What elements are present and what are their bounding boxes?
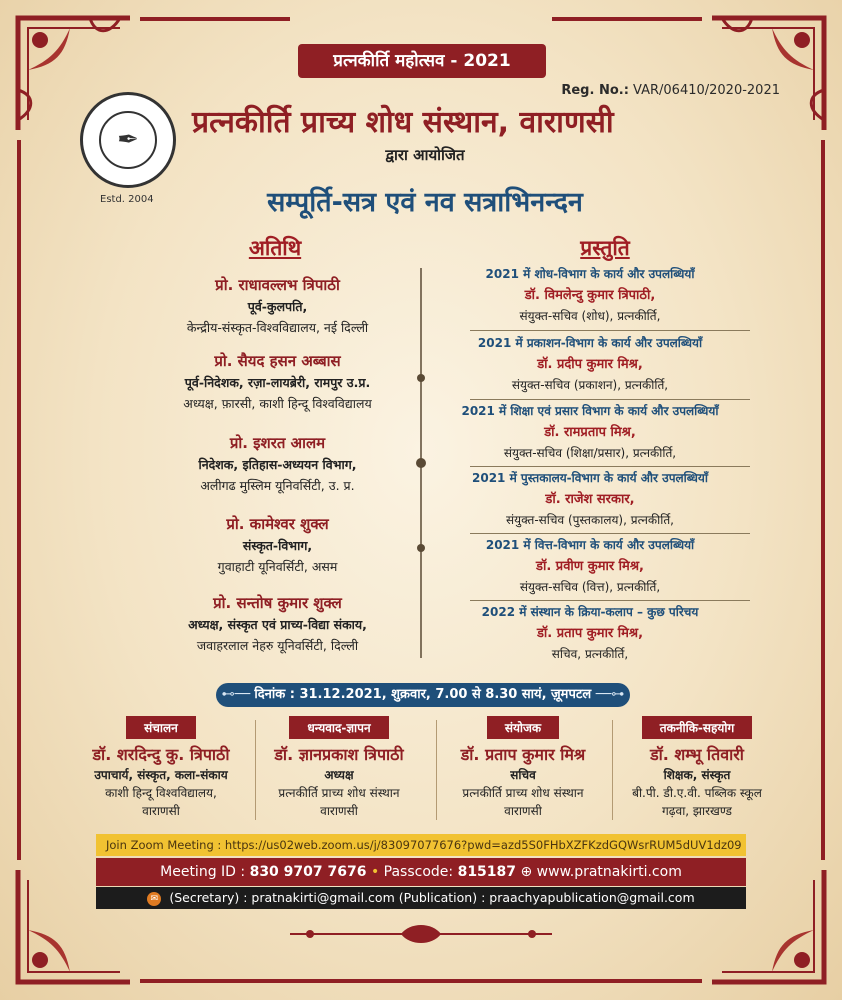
reg-label: Reg. No.: [561,83,629,98]
role-line: सचिव [510,768,536,782]
guest-line: अध्यक्ष, संस्कृत एवं प्राच्य-विद्या संकाय, [188,617,367,632]
presentation-item [440,468,740,531]
reg-value: VAR/06410/2020-2021 [633,83,780,98]
institute-logo [80,92,176,188]
separator-line [470,533,750,534]
guest-name: प्रो. सन्तोष कुमार शुक्ल [213,594,342,612]
separator-line [470,399,750,400]
guest-line: गुवाहाटी यूनिवर्सिटी, असम [217,559,338,574]
separator-line [470,330,750,331]
secretary-label: (Secretary) : [169,890,248,905]
email-icon: ✉ [147,892,161,906]
logo-estd: Estd. 2004 [100,194,154,205]
presentations-heading: प्रस्तुति [580,236,630,260]
role-card [428,716,618,820]
key-ornament-left-icon: ⊷── [221,687,255,702]
role-name: डॉ. प्रताप कुमार मिश्र [460,745,586,764]
zoom-link-bar[interactable]: Join Zoom Meeting : https://us02web.zoom.us/j/83097077676?pwd=azd5S0FHbXZFKzdGQWsrRUM5dUV1dz09 [96,834,746,856]
presenter-name: डॉ. राजेश सरकार, [545,492,635,507]
presentation-topic: 2021 में शिक्षा एवं प्रसार विभाग के कार्य और उपलब्धियाँ [461,404,719,418]
role-line: प्रत्नकीर्ति प्राच्य शोध संस्थान [462,786,584,800]
role-line: अध्यक्ष [324,768,354,782]
presentation-item [440,602,740,665]
guest-name: प्रो. कामेश्वर शुक्ल [226,515,329,533]
presentation-topic: 2021 में पुस्तकालय-विभाग के कार्य और उपलब्धियाँ [472,471,708,485]
role-line: उपाचार्य, संस्कृत, कला-संकाय [94,768,228,782]
presentation-item [440,333,740,396]
guest-name: प्रो. इशरत आलम [229,434,326,452]
guest-line: पूर्व-कुलपति, [247,299,308,314]
guest-item [150,350,405,414]
secretary-email[interactable]: pratnakirti@gmail.com [251,890,395,905]
role-tag: संचालन [126,716,196,739]
meeting-id-label: Meeting ID : [160,864,246,880]
presentation-topic: 2021 में प्रकाशन-विभाग के कार्य और उपलब्धियाँ [477,336,703,350]
presenter-role: संयुक्त-सचिव (वित्त), प्रत्नकीर्ति, [519,580,661,594]
guest-item [150,274,405,338]
role-line: बी.पी. डी.ए.वी. पब्लिक स्कूल [632,786,762,800]
guest-line: निदेशक, इतिहास-अध्ययन विभाग, [198,457,357,472]
publication-label: (Publication) : [398,890,486,905]
separator-line [470,466,750,467]
presenter-name: डॉ. प्रदीप कुमार मिश्र, [537,357,643,372]
presenter-name: डॉ. प्रवीण कुमार मिश्र, [536,559,644,574]
presenter-role: संयुक्त-सचिव (पुस्तकालय), प्रत्नकीर्ति, [506,513,674,527]
border-top [140,17,290,21]
organised-by: द्वारा आयोजित [385,146,465,164]
meeting-info-bar [96,858,746,886]
event-banner: प्रत्नकीर्ति महोत्सव - 2021 [298,44,546,78]
role-line: गढ़वा, झारखण्ड [662,804,732,818]
border-top-right [552,17,702,21]
passcode-label: Passcode: [383,864,454,880]
date-text: दिनांक : 31.12.2021, शुक्रवार, 7.00 से 8.30 सायं, ज़ूमपटल [254,687,592,702]
presenter-name: डॉ. विमलेन्दु कुमार त्रिपाठी, [524,288,656,303]
role-card [66,716,256,820]
guest-name: प्रो. सैयद हसन अब्बास [214,352,341,370]
meeting-id: 830 9707 7676 [249,864,367,880]
role-line: वाराणसी [504,804,542,818]
role-name: डॉ. ज्ञानप्रकाश त्रिपाठी [274,745,404,764]
key-ornament-right-icon: ──⊶ [595,687,625,702]
presenter-name: डॉ. प्रताप कुमार मिश्र, [536,626,644,641]
guest-line: जवाहरलाल नेहरु यूनिवर्सिटी, दिल्ली [196,638,359,653]
publication-email[interactable]: praachyapublication@gmail.com [489,890,695,905]
institute-title: प्रत्नकीर्ति प्राच्य शोध संस्थान, वाराणसी [192,105,614,140]
passcode: 815187 [457,864,517,880]
presenter-role: संयुक्त-सचिव (शिक्षा/प्रसार), प्रत्नकीर्ति, [503,446,677,460]
presentation-topic: 2021 में शोध-विभाग के कार्य और उपलब्धियाँ [485,267,695,281]
guest-line: पूर्व-निदेशक, रज़ा-लायब्रेरी, रामपुर उ.प्र. [184,375,371,390]
guest-line: संस्कृत-विभाग, [242,538,313,553]
presentation-item [440,264,740,327]
guest-line: केन्द्रीय-संस्कृत-विश्वविद्यालय, नई दिल्ली [186,320,369,335]
border-right [821,140,825,860]
guest-item [150,432,405,496]
role-name: डॉ. शम्भू तिवारी [650,745,744,764]
date-bar [216,683,630,707]
guest-item [150,513,405,577]
separator-line [470,600,750,601]
guest-line: अलीगढ मुस्लिम यूनिवर्सिटी, उ. प्र. [200,478,355,493]
role-tag: धन्यवाद-ज्ञापन [289,716,388,739]
role-name: डॉ. शरदिन्दु कु. त्रिपाठी [92,745,230,764]
event-title: सम्पूर्ति-सत्र एवं नव सत्राभिनन्दन [267,187,583,218]
role-card [244,716,434,820]
guest-name: प्रो. राधावल्लभ त्रिपाठी [215,276,340,294]
border-bottom [140,979,702,983]
presenter-name: डॉ. रामप्रताप मिश्र, [544,425,636,440]
role-line: प्रत्नकीर्ति प्राच्य शोध संस्थान [278,786,400,800]
registration-number [561,83,780,98]
role-tag: संयोजक [487,716,559,739]
role-line: काशी हिन्दू विश्वविद्यालय, [105,786,217,800]
role-line: वाराणसी [320,804,358,818]
presentation-topic: 2021 में वित्त-विभाग के कार्य और उपलब्धियाँ [485,538,695,552]
quill-book-icon: ✒ [99,111,157,169]
guests-heading: अतिथि [248,236,302,260]
role-tag: तकनीकि-सहयोग [642,716,752,739]
contact-bar [96,887,746,909]
globe-icon: ⊕ [520,864,537,880]
presenter-role: संयुक्त-सचिव (प्रकाशन), प्रत्नकीर्ति, [511,378,669,392]
presentation-topic: 2022 में संस्थान के क्रिया-कलाप – कुछ परिचय [481,605,699,619]
column-divider-ornament [414,268,428,658]
role-line: शिक्षक, संस्कृत [663,768,731,782]
border-left [17,140,21,860]
guest-item [140,592,415,656]
website-link[interactable]: www.pratnakirti.com [536,864,682,880]
role-line: वाराणसी [142,804,180,818]
presentation-item [440,535,740,598]
guest-line: अध्यक्ष, फ़ारसी, काशी हिन्दू विश्वविद्यालय [183,396,372,411]
presenter-role: सचिव, प्रत्नकीर्ति, [551,647,629,661]
bullet-icon: • [370,864,384,880]
presentation-item [440,401,740,464]
role-card [602,716,792,820]
bottom-ornament [290,922,552,946]
presenter-role: संयुक्त-सचिव (शोध), प्रत्नकीर्ति, [519,309,661,323]
